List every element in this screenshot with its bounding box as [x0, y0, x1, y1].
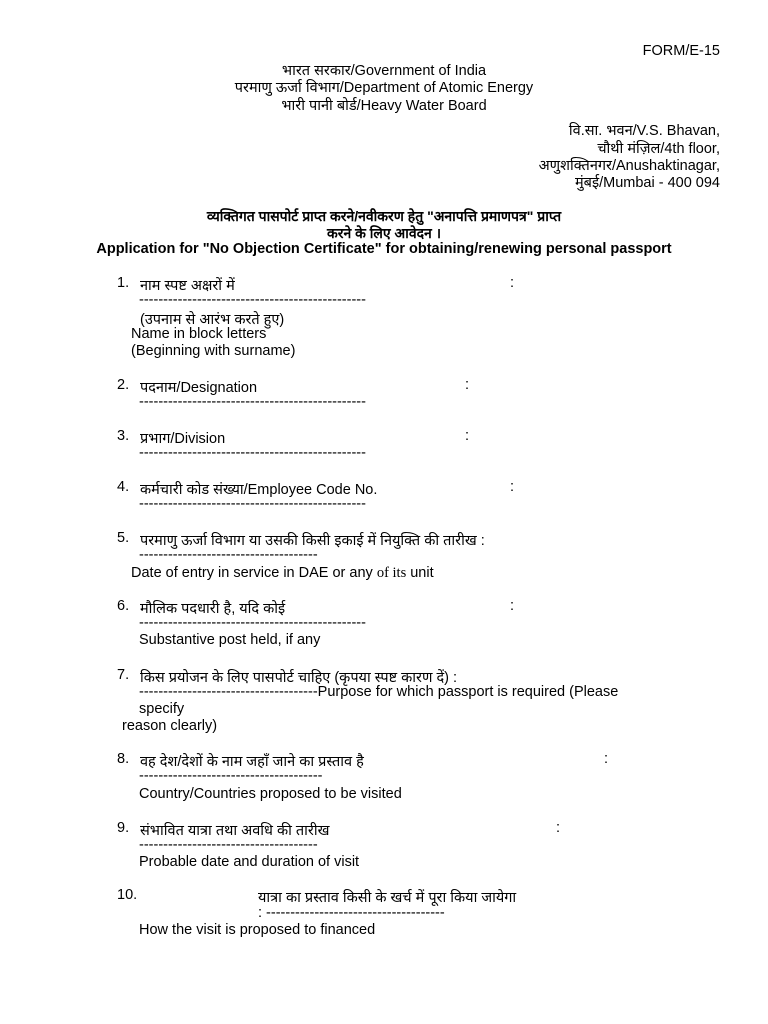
item-8-colon: : — [604, 751, 609, 767]
item-10-answer-line: : ------------------------------------- — [258, 905, 445, 921]
item-1-colon: : — [510, 275, 515, 291]
address-line-1: वि.सा. भवन/V.S. Bhavan, — [568, 123, 720, 139]
item-5-english-part-a: Date of entry in service in DAE or any — [131, 565, 377, 581]
item-1-label-english: Name in block letters — [131, 326, 267, 342]
item-3-answer-line: ----------------------------------------------- — [139, 445, 366, 461]
item-6-label-english: Substantive post held, if any — [139, 632, 321, 648]
item-4-number: 4. — [117, 479, 130, 495]
item-2-colon: : — [465, 377, 470, 393]
title-english: Application for "No Objection Certificate" for obtaining/renewing personal passport — [96, 241, 672, 257]
form-id: FORM/E-15 — [642, 43, 720, 59]
item-4-label: कर्मचारी कोड संख्या/Employee Code No. — [140, 482, 378, 498]
item-5-number: 5. — [117, 530, 130, 546]
item-7-answer-line: ------------------------------------- — [139, 684, 318, 700]
item-4-colon: : — [510, 479, 515, 495]
item-1-answer-line: ----------------------------------------------- — [139, 292, 366, 308]
item-7-answer-row — [139, 684, 618, 700]
item-10-label-english: How the visit is proposed to financed — [139, 922, 376, 938]
item-7-label-english-end: reason clearly) — [122, 718, 218, 734]
address-line-3: अणुशक्तिनगर/Anushaktinagar, — [538, 158, 720, 174]
item-9-label-hindi: संभावित यात्रा तथा अवधि की तारीख — [140, 823, 330, 839]
item-8-label-hindi: वह देश/देशों के नाम जहाँ जाने का प्रस्ताव है — [140, 754, 364, 770]
item-5-answer-line: ------------------------------------- — [139, 547, 318, 563]
item-7-label-hindi: किस प्रयोजन के लिए पासपोर्ट चाहिए (कृपया स्पष्ट कारण दें) : — [140, 670, 458, 686]
item-8-label-english: Country/Countries proposed to be visited — [139, 786, 402, 802]
item-6-number: 6. — [117, 598, 130, 614]
item-9-label-english: Probable date and duration of visit — [139, 854, 360, 870]
item-3-number: 3. — [117, 428, 130, 444]
item-2-label: पदनाम/Designation — [140, 380, 258, 396]
address-line-4: मुंबई/Mumbai - 400 094 — [575, 175, 720, 191]
item-2-number: 2. — [117, 377, 130, 393]
item-1-note-hindi: (उपनाम से आरंभ करते हुए) — [140, 312, 285, 328]
item-3-colon: : — [465, 428, 470, 444]
item-4-answer-line: ----------------------------------------------- — [139, 496, 366, 512]
item-5-label-english — [131, 565, 434, 582]
item-9-colon: : — [556, 820, 561, 836]
item-9-answer-line: ------------------------------------- — [139, 837, 318, 853]
item-9-number: 9. — [117, 820, 130, 836]
item-8-answer-line: -------------------------------------- — [139, 768, 323, 784]
item-10-number: 10. — [117, 887, 138, 903]
item-5-english-part-c: unit — [406, 565, 434, 581]
title-hindi-line-2: करने के लिए आवेदन । — [326, 225, 442, 241]
item-7-number: 7. — [117, 667, 130, 683]
item-5-label-hindi: परमाणु ऊर्जा विभाग या उसकी किसी इकाई में नियुक्ति की तारीख : — [140, 533, 485, 549]
title-hindi-line-1: व्यक्तिगत पासपोर्ट प्राप्त करने/नवीकरण हेतु "अनापत्ति प्रमाणपत्र" प्राप्त — [206, 208, 562, 224]
item-6-answer-line: ----------------------------------------------- — [139, 615, 366, 631]
item-5-english-part-b: of its — [376, 565, 407, 581]
item-10-label-hindi: यात्रा का प्रस्ताव किसी के खर्च में पूरा किया जायेगा — [258, 890, 517, 906]
item-1-number: 1. — [117, 275, 130, 291]
address-line-2: चौथी मंज़िल/4th floor, — [597, 141, 720, 157]
item-2-answer-line: ----------------------------------------------- — [139, 394, 366, 410]
item-1-label-hindi: नाम स्पष्ट अक्षरों में — [140, 278, 235, 294]
item-6-colon: : — [510, 598, 515, 614]
item-7-label-english: Purpose for which passport is required (Please — [317, 684, 619, 700]
item-8-number: 8. — [117, 751, 130, 767]
item-1-note-english: (Beginning with surname) — [131, 343, 296, 359]
header-department: परमाणु ऊर्जा विभाग/Department of Atomic Energy — [234, 80, 534, 96]
item-6-label-hindi: मौलिक पदधारी है, यदि कोई — [140, 601, 286, 617]
item-7-label-english-cont: specify — [139, 701, 185, 717]
item-3-label: प्रभाग/Division — [140, 431, 226, 447]
header-government: भारत सरकार/Government of India — [281, 63, 487, 79]
header-board: भारी पानी बोर्ड/Heavy Water Board — [281, 98, 487, 114]
